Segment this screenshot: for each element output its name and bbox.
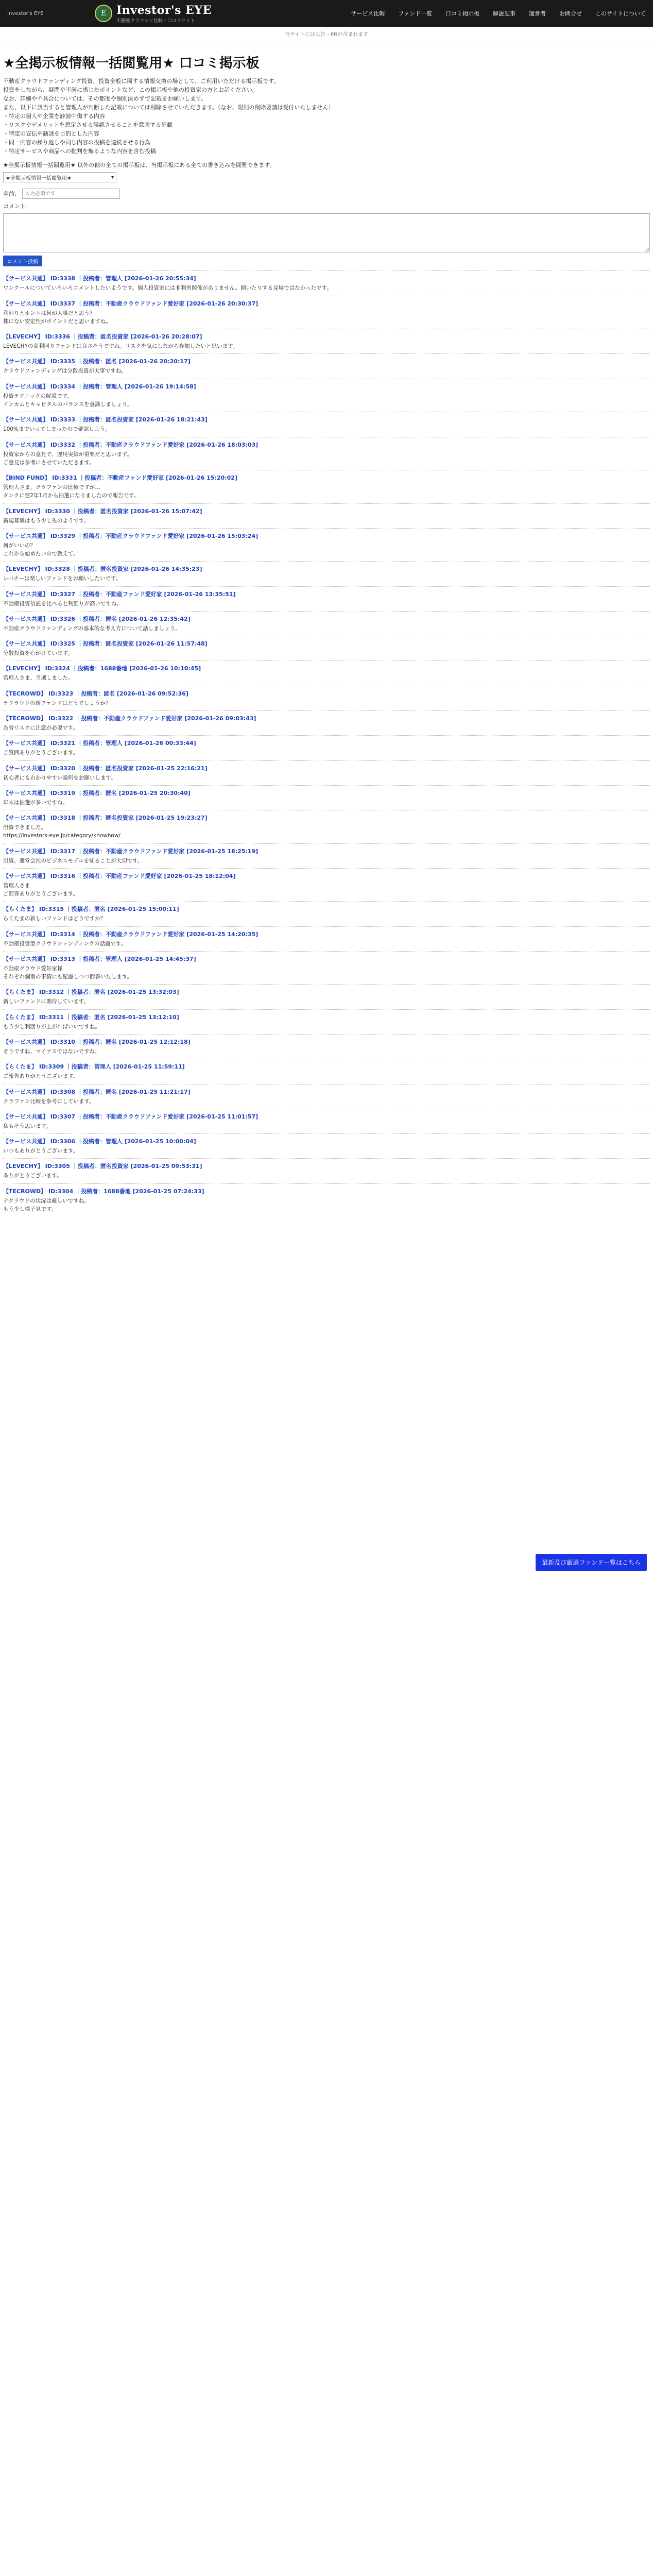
- post-header[interactable]: 【サービス共通】 ID:3325 ｜投稿者：匿名投資家 [2026-01-26 11:57:48]: [3, 640, 208, 648]
- post-header[interactable]: 【らくたま】 ID:3309 ｜投稿者：管理人 [2026-01-25 11:59:11]: [3, 1063, 185, 1071]
- site-label: Investor's EYE: [7, 10, 44, 16]
- post-header[interactable]: 【サービス共通】 ID:3318 ｜投稿者：匿名投資家 [2026-01-25 19:23:27]: [3, 815, 208, 822]
- post-item: [3, 1158, 650, 1183]
- post-body: 何がいいの？ これから始めたいので教えて。: [3, 542, 79, 557]
- post-body: 初心者にもわかりやすい説明をお願いします。: [3, 774, 116, 781]
- post-body: 不動産投資型クラウドファンディングの話題です。: [3, 940, 127, 947]
- submit-comment-button[interactable]: コメント投稿: [3, 256, 42, 266]
- post-header[interactable]: 【サービス共通】 ID:3332 ｜投稿者：不動産クラウドファンド愛好家 [2026-01-26 18:03:03]: [3, 441, 259, 448]
- ad-disclosure: 当サイトには広告・PRが含まれます: [0, 27, 653, 41]
- post-body: 投資テクニックの解説です。 インカムとキャピタルのバランスを意識しましょう。: [3, 393, 133, 408]
- post-item: [3, 660, 650, 685]
- post-item: [3, 735, 650, 760]
- post-item: [3, 901, 650, 926]
- post-header[interactable]: 【サービス共通】 ID:3333 ｜投稿者：匿名投資家 [2026-01-26 18:21:43]: [3, 416, 208, 423]
- post-body: 私もそう思います。: [3, 1123, 51, 1129]
- brand-tagline: 不動産クラファン比較・口コミサイト: [116, 18, 195, 24]
- post-header[interactable]: 【LEVECHY】 ID:3324 ｜投稿者：1688番地 [2026-01-26 10:10:45]: [3, 665, 201, 672]
- post-header[interactable]: 【サービス共通】 ID:3316 ｜投稿者：不動産ファンド愛好家 [2026-01-25 18:12:04]: [3, 872, 236, 879]
- post-item: [3, 686, 650, 710]
- post-header[interactable]: 【らくたま】 ID:3312 ｜投稿者：匿名 [2026-01-25 13:32:03]: [3, 989, 179, 996]
- post-item: [3, 528, 650, 562]
- intro-text: [3, 77, 650, 156]
- intro-line: また、以下に該当すると管理人が判断した記載については削除させていただきます。（なお、規則の削除要請は受付いたしません）: [3, 104, 334, 111]
- post-body: ご質問ありがとうございます。: [3, 750, 79, 756]
- post-body: 為替リスクに注意が必要です。: [3, 725, 78, 731]
- post-body: 分散投資を心がけています。: [3, 650, 73, 657]
- comment-textarea[interactable]: [3, 213, 650, 252]
- post-item: [3, 1109, 650, 1133]
- post-item: [3, 329, 650, 353]
- post-body: ご報告ありがとうございます。: [3, 1073, 79, 1080]
- intro-line: ・特定の宣伝や勧誘を目的とした内容: [3, 130, 99, 138]
- top-navigation-bar: [0, 0, 653, 27]
- post-header[interactable]: 【サービス共通】 ID:3313 ｜投稿者：管理人 [2026-01-25 14:45:37]: [3, 955, 196, 962]
- post-item: [3, 843, 650, 868]
- intro-line: ・同一内容の繰り返しや同じ内容の投稿を連続させる行為: [3, 139, 150, 146]
- name-input[interactable]: [22, 189, 120, 199]
- post-list: [3, 270, 650, 1216]
- post-header[interactable]: 【サービス共通】 ID:3320 ｜投稿者：匿名投資家 [2026-01-25 22:16:21]: [3, 765, 208, 772]
- post-item: [3, 1133, 650, 1158]
- post-header[interactable]: 【サービス共通】 ID:3321 ｜投稿者：管理人 [2026-01-26 00:33:44]: [3, 740, 196, 747]
- page-title: ★全掲示板情報一括閲覧用★ 口コミ掲示板: [3, 56, 260, 71]
- post-header[interactable]: 【らくたま】 ID:3311 ｜投稿者：匿名 [2026-01-25 13:12:10]: [3, 1013, 179, 1021]
- post-body: 不動産クラウドファンディングの基本的な考え方について話しましょう。: [3, 625, 181, 632]
- post-item: [3, 868, 650, 902]
- post-item: [3, 810, 650, 843]
- post-item: [3, 470, 650, 503]
- board-select-value: ★全掲示板情報一括閲覧用★: [6, 175, 72, 181]
- post-item: [3, 1009, 650, 1034]
- post-body: いつもありがとうございます。: [3, 1148, 79, 1155]
- post-item: [3, 379, 650, 412]
- post-header[interactable]: 【LEVECHY】 ID:3336 ｜投稿者：匿名投資家 [2026-01-26 20:28:07]: [3, 333, 202, 341]
- post-header[interactable]: 【LEVECHY】 ID:3328 ｜投稿者：匿名投資家 [2026-01-26 14:35:23]: [3, 566, 202, 573]
- post-header[interactable]: 【TECROWD】 ID:3323 ｜投稿者：匿名 [2026-01-26 09:52:36]: [3, 690, 188, 697]
- post-body: テクラウドの新ファンドはどうでしょうか？: [3, 700, 111, 706]
- post-header[interactable]: 【らくたま】 ID:3315 ｜投稿者：匿名 [2026-01-25 15:00:11]: [3, 906, 179, 913]
- post-body: 出資できました。 https://investors-eye.jp/category/knowhow/: [3, 824, 121, 839]
- post-header[interactable]: 【サービス共通】 ID:3338 ｜投稿者：管理人 [2026-01-26 20:55:34]: [3, 275, 196, 282]
- post-header[interactable]: 【サービス共通】 ID:3307 ｜投稿者：不動産クラウドファンド愛好家 [2026-01-25 11:01:57]: [3, 1113, 259, 1120]
- post-item: [3, 1183, 650, 1217]
- name-row: [3, 189, 650, 199]
- nav-item-review-board[interactable]: 口コミ掲示板: [445, 10, 479, 17]
- post-body: ワンクールについていろいろコメントしたいようです。個人投資家には非利害関係がありません。開いたりする見場ではなかったです。: [3, 285, 332, 292]
- post-header[interactable]: 【TECROWD】 ID:3322 ｜投稿者：不動産クラウドファンド愛好家 [2026-01-26 09:03:43]: [3, 715, 256, 722]
- intro-line: ・リスクやデメリットを想定させる誤認させることを意図する記載: [3, 122, 173, 129]
- post-header[interactable]: 【サービス共通】 ID:3317 ｜投稿者：不動産クラウドファンド愛好家 [2026-01-25 18:25:19]: [3, 848, 259, 855]
- post-item: [3, 270, 650, 295]
- nav-item-articles[interactable]: 解説記事: [492, 10, 515, 17]
- post-body: レバチーは楽しいファンドをお願いしたいです。: [3, 575, 122, 582]
- logo-mark-icon: E: [95, 5, 112, 22]
- brand-name: Investor's EYE: [116, 3, 212, 17]
- post-item: [3, 760, 650, 785]
- post-body: 年末は抽選が多いですね。: [3, 799, 68, 806]
- comment-label: コメント：: [3, 203, 31, 210]
- intro-line: 不動産クラウドファンディング投資、投資全般に関する情報交換の場として、ご利用いただける掲示板です。: [3, 78, 280, 84]
- post-header[interactable]: 【サービス共通】 ID:3334 ｜投稿者：管理人 [2026-01-26 19:14:58]: [3, 383, 196, 390]
- post-body: もう少し利回りが上がればいいですね。: [3, 1023, 100, 1030]
- post-header[interactable]: 【サービス共通】 ID:3310 ｜投稿者：匿名 [2026-01-25 12:12:18]: [3, 1038, 191, 1045]
- post-body: 新しいファンドに期待しています。: [3, 998, 89, 1005]
- post-header[interactable]: 【LEVECHY】 ID:3305 ｜投稿者：匿名投資家 [2026-01-25 09:53:31]: [3, 1163, 202, 1170]
- nav-item-contact[interactable]: お問合せ: [559, 10, 582, 17]
- board-select[interactable]: [3, 172, 116, 182]
- post-header[interactable]: 【サービス共通】 ID:3314 ｜投稿者：不動産クラウドファンド愛好家 [2026-01-25 14:20:35]: [3, 930, 259, 938]
- post-item: [3, 561, 650, 586]
- post-header[interactable]: 【サービス共通】 ID:3319 ｜投稿者：匿名 [2026-01-25 20:30:40]: [3, 789, 191, 796]
- name-label: 名前：: [3, 191, 20, 198]
- post-body: テクラウドの状況は厳しいですね。 もう少し様子見です。: [3, 1197, 90, 1212]
- post-header[interactable]: 【LEVECHY】 ID:3330 ｜投稿者：匿名投資家 [2026-01-26 15:07:42]: [3, 507, 202, 515]
- post-body: 利回りとホントは何が大事だと思う？ 株にない安定性がポイントだと思いますね。: [3, 310, 111, 325]
- post-body: 新規募集はもう少し先のようです。: [3, 517, 90, 524]
- post-header[interactable]: 【サービス共通】 ID:3337 ｜投稿者：不動産クラウドファンド愛好家 [2026-01-26 20:30:37]: [3, 300, 259, 307]
- nav-item-operator[interactable]: 運営者: [528, 10, 546, 17]
- post-item: [3, 926, 650, 951]
- post-body: 100%までいってしまったので確認しよう。: [3, 426, 111, 433]
- post-body: そうですね、マイナスではないですね。: [3, 1048, 100, 1055]
- post-item: [3, 503, 650, 528]
- post-item: [3, 296, 650, 329]
- post-body: クラファン比較を参考にしています。: [3, 1098, 95, 1105]
- post-body: 投資家からの意見で、運用実績が重要だと思います。 ご意見は参考にさせていただきます。: [3, 451, 132, 466]
- post-header[interactable]: 【TECROWD】 ID:3304 ｜投稿者：1688番地 [2026-01-25 07:24:33]: [3, 1188, 204, 1195]
- chevron-down-icon: ▾: [111, 174, 114, 180]
- intro-line: なお、詳細や不具合については、その都度や個別決めずで記載をお願いします。: [3, 95, 207, 103]
- post-header[interactable]: 【サービス共通】 ID:3326 ｜投稿者：匿名 [2026-01-26 12:35:42]: [3, 615, 191, 622]
- intro-line: ・特定の個人や企業を誹謗中傷する内容: [3, 113, 105, 120]
- post-header[interactable]: 【サービス共通】 ID:3335 ｜投稿者：匿名 [2026-01-26 20:20:17]: [3, 358, 191, 365]
- post-body: 不動産投資信託を比べると利回りが高いですね。: [3, 600, 122, 607]
- post-item: [3, 984, 650, 1009]
- main-nav: [351, 9, 646, 18]
- post-item: [3, 785, 650, 810]
- post-item: [3, 710, 650, 735]
- post-item: [3, 412, 650, 436]
- nav-item-fund-list[interactable]: ファンド一覧: [398, 10, 432, 17]
- post-item: [3, 951, 650, 985]
- post-item: [3, 611, 650, 636]
- post-item: [3, 1034, 650, 1059]
- post-item: [3, 636, 650, 660]
- post-body: ありがとうございます。: [3, 1173, 62, 1179]
- post-header[interactable]: 【サービス共通】 ID:3308 ｜投稿者：匿名 [2026-01-25 11:21:17]: [3, 1088, 191, 1095]
- main-content: [0, 41, 653, 1216]
- post-item: [3, 1084, 650, 1109]
- post-body: 管理人さま ご回答ありがとうございます。: [3, 882, 79, 897]
- post-header[interactable]: 【サービス共通】 ID:3327 ｜投稿者：不動産ファンド愛好家 [2026-01-26 13:35:51]: [3, 590, 236, 598]
- post-body: 管理人さま、クラファンの比較ですが… タンクに空2年1月から抽選になりましたので報告です。: [3, 484, 140, 499]
- intro-line: ・特定サービスや商品への批判を煽るような内容を含む投稿: [3, 148, 156, 155]
- post-item: [3, 353, 650, 378]
- post-body: 出資。運営会社のビジネスモデルを知ることが大切です。: [3, 857, 143, 864]
- nav-item-about[interactable]: このサイトについて: [595, 10, 646, 17]
- post-header[interactable]: 【BIND FUND】 ID:3331 ｜投稿者：不動産ファンド愛好家 [2026-01-26 15:20:02]: [3, 474, 237, 482]
- post-body: らくたまの新しいファンドはどうですか？: [3, 916, 106, 922]
- post-header[interactable]: 【サービス共通】 ID:3329 ｜投稿者：不動産クラウドファンド愛好家 [2026-01-26 15:03:24]: [3, 532, 259, 539]
- post-body: LEVECHYの高利回りファンドは良さそうですね。リスクを気にしながら参加したいと思います。: [3, 343, 238, 350]
- nav-item-service-compare[interactable]: サービス比較: [351, 10, 385, 17]
- post-item: [3, 1059, 650, 1083]
- site-logo[interactable]: [95, 4, 212, 24]
- post-body: 管理人さま、当選しました。: [3, 675, 74, 682]
- intro-line: 投資をしながら、疑問や不満に感じたポイントなど、この掲示板や他の投資家の方とお話ください。: [3, 87, 258, 94]
- fund-list-link-button[interactable]: 最新及び厳選ファンド一覧はこちら: [536, 1554, 647, 1571]
- post-body: 不動産クラウド愛好家様 それぞれ個別の事情にも配慮しつつ回答いたします。: [3, 965, 133, 980]
- post-item: [3, 586, 650, 611]
- post-item: [3, 437, 650, 470]
- post-body: クラウドファンディングは分散投資が大事ですね。: [3, 368, 127, 375]
- filter-note: ★全掲示板情報一括閲覧用★ 以外の他の全ての掲示板は、当掲示板にある全ての書き込みを閲覧できます。: [3, 162, 276, 169]
- post-header[interactable]: 【サービス共通】 ID:3306 ｜投稿者：管理人 [2026-01-25 10:00:04]: [3, 1138, 196, 1145]
